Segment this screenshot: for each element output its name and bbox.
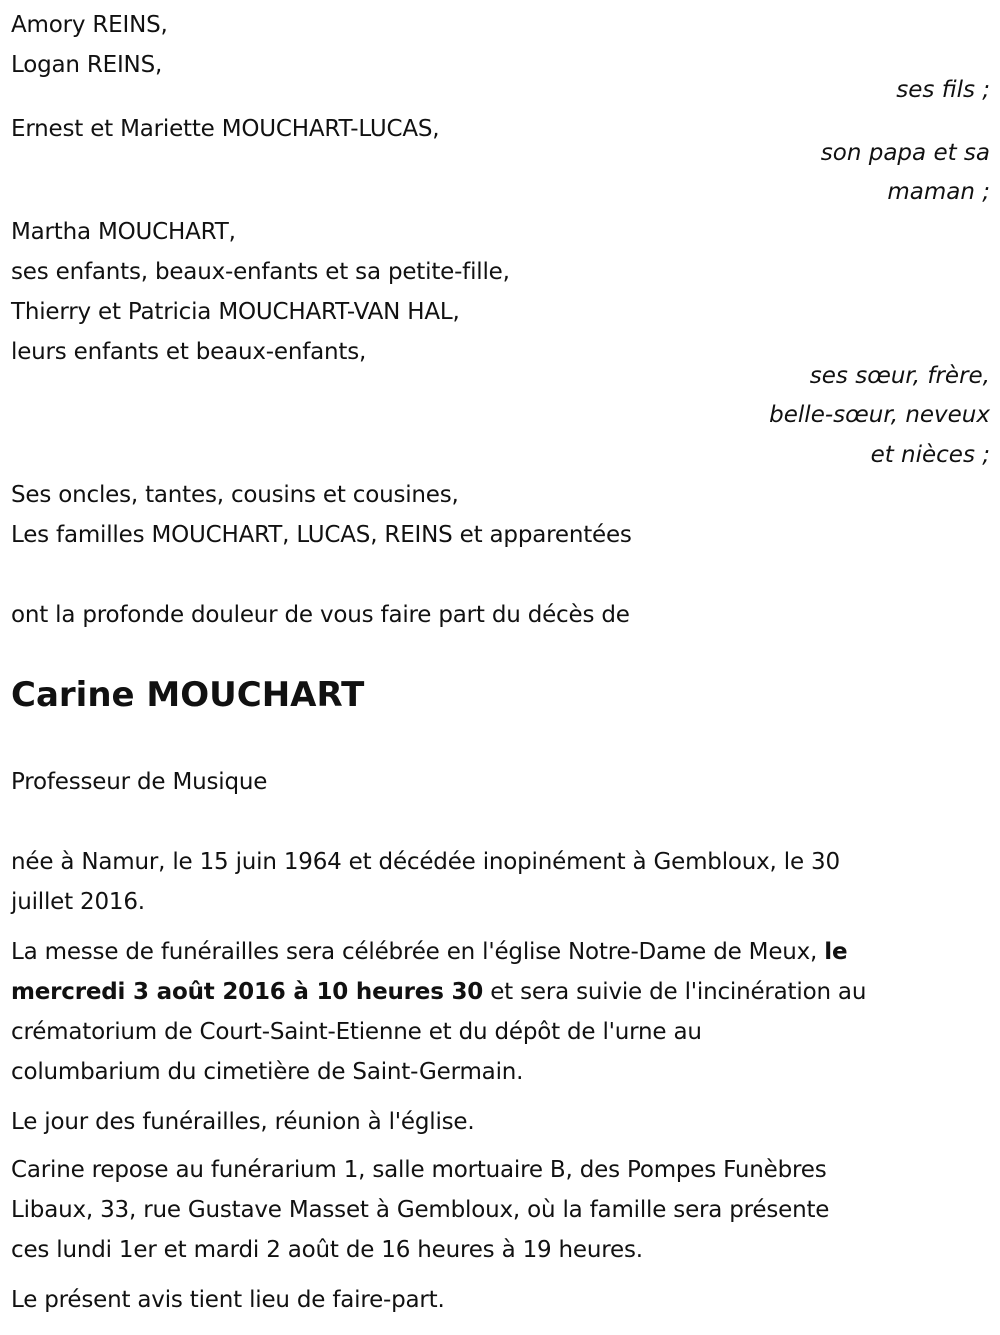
relation-label: ses sœur, frère, bbox=[809, 363, 990, 389]
funeral-text bbox=[11, 972, 866, 1012]
family-member: Thierry et Patricia MOUCHART-VAN HAL, bbox=[11, 299, 460, 325]
family-member: Les familles MOUCHART, LUCAS, REINS et apparentées bbox=[11, 522, 632, 548]
family-member: Ses oncles, tantes, cousins et cousines, bbox=[11, 482, 459, 508]
visitation-text: ces lundi 1er et mardi 2 août de 16 heures à 19 heures. bbox=[11, 1237, 643, 1263]
family-member: Ernest et Mariette MOUCHART-LUCAS, bbox=[11, 116, 440, 142]
funeral-text: columbarium du cimetière de Saint-Germain. bbox=[11, 1059, 524, 1085]
deceased-name: Carine MOUCHART bbox=[11, 675, 365, 715]
funeral-date-bold: le bbox=[824, 939, 848, 965]
family-member: Logan REINS, bbox=[11, 52, 163, 78]
funeral-date-bold: mercredi 3 août 2016 à 10 heures 30 bbox=[11, 979, 484, 1005]
announcement-text: ont la profonde douleur de vous faire part du décès de bbox=[11, 602, 630, 628]
visitation-text: Carine repose au funérarium 1, salle mortuaire B, des Pompes Funèbres bbox=[11, 1157, 827, 1183]
profession: Professeur de Musique bbox=[11, 769, 268, 795]
relation-label: ses fils ; bbox=[896, 77, 990, 103]
birth-death-text: juillet 2016. bbox=[11, 889, 145, 915]
relation-label: et nièces ; bbox=[870, 442, 990, 468]
birth-death-text: née à Namur, le 15 juin 1964 et décédée inopinément à Gembloux, le 30 bbox=[11, 849, 840, 875]
funeral-text-part: et sera suivie de l'incinération au bbox=[483, 979, 867, 1005]
relation-label: maman ; bbox=[887, 179, 990, 205]
funeral-text bbox=[11, 932, 847, 972]
funeral-text-part: La messe de funérailles sera célébrée en l'église Notre-Dame de Meux, bbox=[11, 939, 825, 965]
funeral-text: crématorium de Court-Saint-Etienne et du dépôt de l'urne au bbox=[11, 1019, 702, 1045]
gathering-text: Le jour des funérailles, réunion à l'église. bbox=[11, 1109, 475, 1135]
family-member: Martha MOUCHART, bbox=[11, 219, 236, 245]
relation-label: belle-sœur, neveux bbox=[769, 402, 990, 428]
family-member: leurs enfants et beaux-enfants, bbox=[11, 339, 367, 365]
family-member: Amory REINS, bbox=[11, 12, 168, 38]
relation-label: son papa et sa bbox=[820, 140, 990, 166]
closing-text: Le présent avis tient lieu de faire-part. bbox=[11, 1287, 445, 1313]
visitation-text: Libaux, 33, rue Gustave Masset à Gembloux, où la famille sera présente bbox=[11, 1197, 830, 1223]
family-member: ses enfants, beaux-enfants et sa petite-fille, bbox=[11, 259, 510, 285]
